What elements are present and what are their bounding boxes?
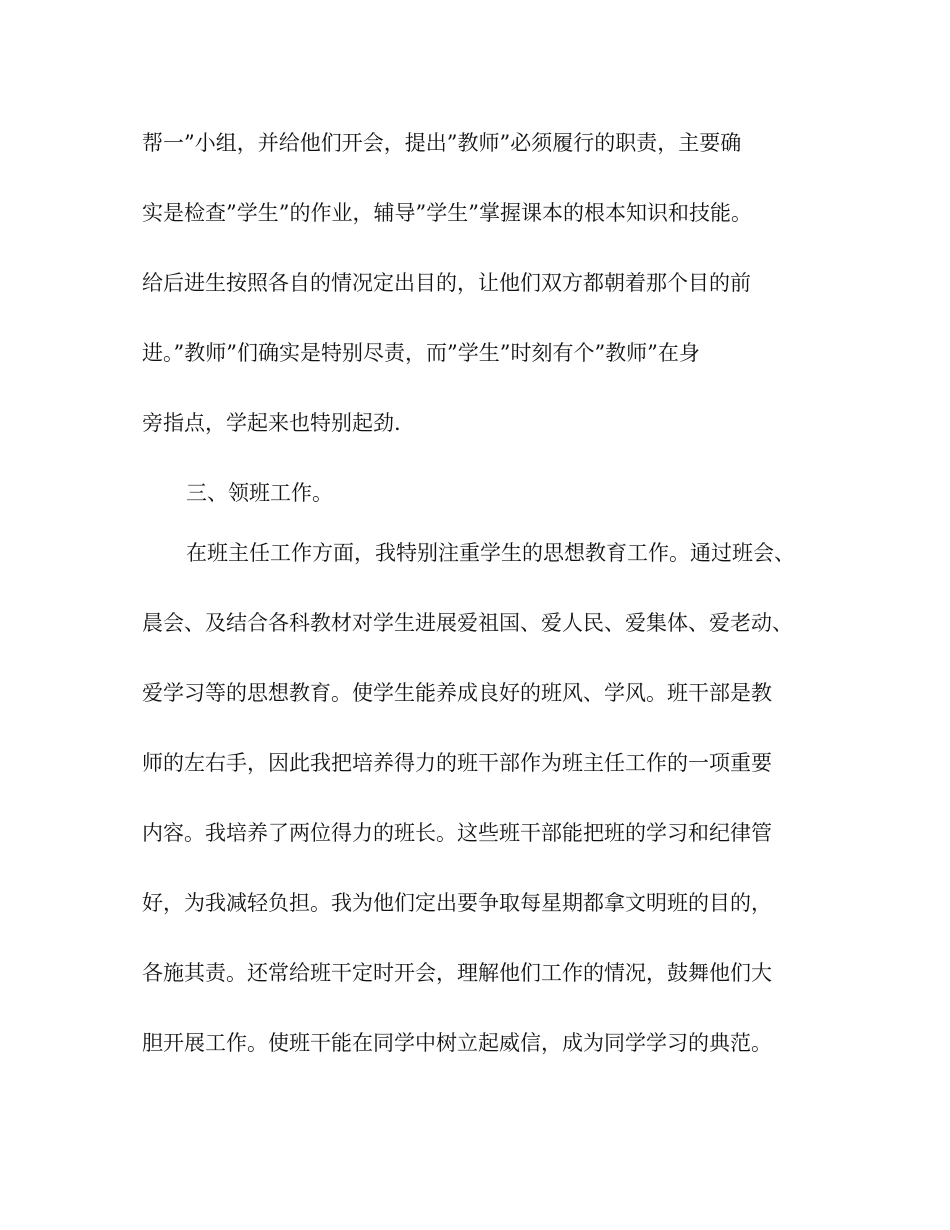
text-line: 内容。我培养了两位得力的班长。这些班干部能把班的学习和纪律管 bbox=[142, 821, 772, 845]
text-line: 进。”教师”们确实是特别尽责，而”学生”时刻有个”教师”在身 bbox=[142, 341, 700, 365]
text-line: 旁指点，学起来也特别起劲. bbox=[142, 411, 401, 435]
section-heading: 三、领班工作。 bbox=[186, 481, 333, 505]
text-line: 给后进生按照各自的情况定出目的，让他们双方都朝着那个目的前 bbox=[142, 271, 751, 295]
text-line: 在班主任工作方面，我特别注重学生的思想教育工作。通过班会、 bbox=[186, 541, 795, 565]
text-line: 各施其责。还常给班干定时开会，理解他们工作的情况，鼓舞他们大 bbox=[142, 961, 772, 985]
text-line: 晨会、及结合各科教材对学生进展爱祖国、爱人民、爱集体、爱老动、 bbox=[142, 611, 793, 635]
text-line: 胆开展工作。使班干能在同学中树立起威信，成为同学学习的典范。 bbox=[142, 1031, 772, 1055]
text-line: 师的左右手，因此我把培养得力的班干部作为班主任工作的一项重要 bbox=[142, 751, 772, 775]
text-line: 实是检查”学生”的作业，辅导”学生”掌握课本的根本知识和技能。 bbox=[142, 201, 752, 225]
text-line: 爱学习等的思想教育。使学生能养成良好的班风、学风。班干部是教 bbox=[142, 681, 772, 705]
text-line: 好，为我减轻负担。我为他们定出要争取每星期都拿文明班的目的， bbox=[142, 891, 772, 915]
text-line: 帮一”小组，并给他们开会，提出”教师”必须履行的职责，主要确 bbox=[142, 131, 742, 155]
